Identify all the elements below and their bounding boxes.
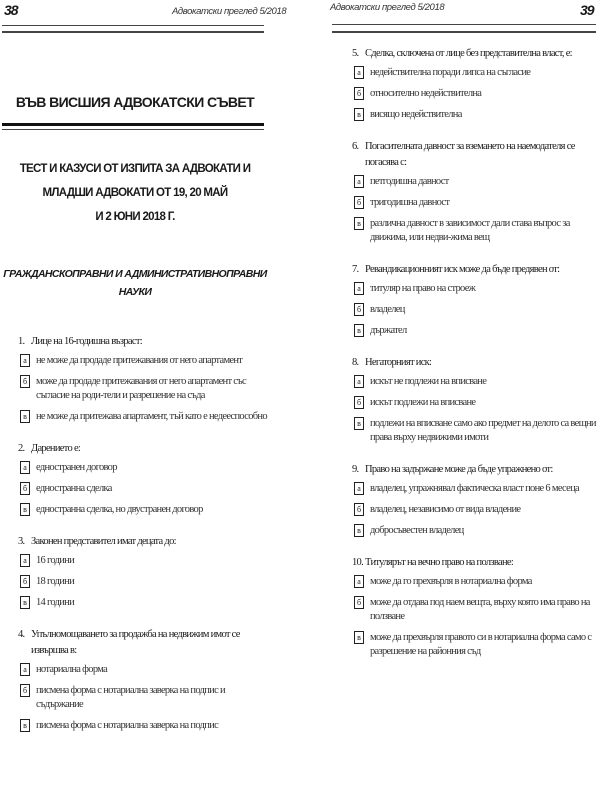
option-text: писмена форма с нотариална заверка на подпис — [36, 720, 219, 731]
page-number: 39 — [580, 2, 594, 18]
option-text: едностранен договор — [36, 462, 117, 473]
option-letter-box: а — [354, 66, 364, 79]
option-letter-box: в — [20, 719, 30, 732]
question-label: Погасителната давност за вземането на наемодателя се погасява с: — [365, 141, 575, 168]
option-letter-box: в — [354, 417, 364, 430]
answer-option — [354, 575, 596, 589]
question-text — [352, 139, 596, 171]
option-letter-box: в — [354, 108, 364, 121]
option-text: подлежи на вписване само ако предмет на делото са вещни права върху недвижими имоти — [370, 418, 596, 443]
title-rule — [2, 123, 264, 126]
option-letter-box: а — [20, 461, 30, 474]
header-rule — [2, 31, 264, 33]
right-page — [318, 0, 598, 800]
question-text — [352, 262, 596, 278]
question-text — [352, 555, 596, 571]
running-title: Адвокатски преглед 5/2018 — [172, 6, 287, 17]
question-text — [18, 534, 268, 550]
answer-option — [354, 482, 596, 496]
option-text: добросъвестен владелец — [370, 525, 464, 536]
question-text — [18, 627, 268, 659]
option-text: искът не подлежи на вписване — [370, 376, 487, 387]
question-label: Ревандикационният иск може да бъде предявен от: — [365, 264, 560, 275]
question-2 — [18, 441, 268, 517]
option-letter-box: б — [354, 596, 364, 609]
answer-option — [354, 396, 596, 410]
question-number: 1. — [18, 336, 25, 347]
question-10 — [352, 555, 596, 659]
question-label: Лице на 16-годишна възраст: — [31, 336, 142, 347]
option-letter-box: б — [20, 375, 30, 388]
option-letter-box: а — [354, 482, 364, 495]
option-letter-box: а — [354, 282, 364, 295]
option-letter-box: в — [354, 524, 364, 537]
question-1 — [18, 334, 268, 424]
answer-option — [354, 196, 596, 210]
option-letter-box: а — [20, 554, 30, 567]
option-text: относително недействителна — [370, 88, 482, 99]
header-rule — [2, 25, 264, 26]
answer-option — [354, 217, 596, 245]
option-letter-box: в — [20, 410, 30, 423]
answer-option — [354, 282, 596, 296]
answer-option — [20, 410, 268, 424]
option-text: може да го прехвърля в нотариална форма — [370, 576, 532, 587]
answer-option — [20, 375, 268, 403]
question-label: Негаторният иск: — [365, 357, 432, 368]
question-label: Титулярът на вечно право на ползване: — [365, 557, 514, 568]
option-text: титуляр на право на строеж — [370, 283, 476, 294]
option-letter-box: а — [20, 663, 30, 676]
option-letter-box: б — [354, 396, 364, 409]
answer-option — [354, 303, 596, 317]
answer-option — [354, 175, 596, 189]
header-rule — [332, 31, 596, 33]
answer-option — [354, 631, 596, 659]
answer-option — [20, 503, 268, 517]
answer-option — [20, 482, 268, 496]
left-page — [0, 0, 287, 800]
question-text — [352, 355, 596, 371]
option-letter-box: в — [354, 324, 364, 337]
answer-option — [20, 663, 268, 677]
option-text: висящо недействителна — [370, 109, 462, 120]
option-text: владелец — [370, 304, 405, 315]
answer-option — [20, 461, 268, 475]
question-number: 3. — [18, 536, 25, 547]
option-text: различна давност в зависимост дали става въпрос за движима, или недви-жима вещ — [370, 218, 570, 243]
question-label: Законен представител имат децата до: — [31, 536, 176, 547]
option-text: едностранна сделка, но двустранен договор — [36, 504, 203, 515]
option-letter-box: б — [20, 482, 30, 495]
option-letter-box: в — [20, 503, 30, 516]
question-8 — [352, 355, 596, 445]
option-text: тригодишна давност — [370, 197, 450, 208]
answer-option — [354, 108, 596, 122]
option-text: владелец, упражнявал фактическа власт поне 6 месеца — [370, 483, 579, 494]
option-text: държател — [370, 325, 407, 336]
option-letter-box: б — [354, 196, 364, 209]
question-number: 10. — [352, 557, 364, 568]
option-letter-box: в — [354, 631, 364, 644]
question-3 — [18, 534, 268, 610]
option-letter-box: в — [20, 596, 30, 609]
header-rule — [332, 24, 596, 25]
question-4 — [18, 627, 268, 733]
subtitle: ТЕСТ И КАЗУСИ ОТ ИЗПИТА ЗА АДВОКАТИ И МЛАДШИ АДВОКАТИ ОТ 19, 20 МАЙ И 2 ЮНИ 2018 Г. — [19, 163, 251, 223]
answer-option — [20, 684, 268, 712]
answer-option — [354, 66, 596, 80]
page-title: ВЪВ ВИСШИЯ АДВОКАТСКИ СЪВЕТ — [15, 94, 255, 110]
question-label: Сделка, сключена от лице без представителна власт, е: — [365, 48, 572, 59]
option-text: владелец, независимо от вида владение — [370, 504, 521, 515]
option-text: едностранна сделка — [36, 483, 112, 494]
answer-option — [20, 554, 268, 568]
option-text: искът подлежи на вписване — [370, 397, 476, 408]
question-5 — [352, 46, 596, 122]
running-title: Адвокатски преглед 5/2018 — [330, 2, 445, 13]
option-text: не може да притежава апартамент, тъй като е недееспособно — [36, 411, 267, 422]
option-text: 16 години — [36, 555, 75, 566]
question-9 — [352, 462, 596, 538]
question-number: 8. — [352, 357, 359, 368]
option-text: 14 години — [36, 597, 75, 608]
answer-option — [354, 524, 596, 538]
answer-option — [354, 375, 596, 389]
option-text: може да отдава под наем вещта, върху която има право на ползване — [370, 597, 590, 622]
option-letter-box: а — [20, 354, 30, 367]
answer-option — [20, 575, 268, 589]
question-label: Право на задържане може да бъде упражнено от: — [365, 464, 553, 475]
question-text — [352, 46, 596, 62]
left-question-list — [18, 334, 268, 750]
question-number: 2. — [18, 443, 25, 454]
option-text: не може да продаде притежавания от него апартамент — [36, 355, 243, 366]
option-text: петгодишна давност — [370, 176, 449, 187]
option-text: нотариална форма — [36, 664, 108, 675]
question-number: 6. — [352, 141, 359, 152]
question-label: Упълномощаването за продажба на недвижим имот се извършва в: — [31, 629, 240, 656]
option-letter-box: б — [354, 303, 364, 316]
question-7 — [352, 262, 596, 338]
answer-option — [354, 417, 596, 445]
option-letter-box: б — [20, 684, 30, 697]
option-text: може да продаде притежавания от него апартамент със съгласие на роди-тели и разрешение на съда — [36, 376, 246, 401]
question-6 — [352, 139, 596, 245]
option-letter-box: а — [354, 575, 364, 588]
option-text: писмена форма с нотариална заверка на подпис и съдържание — [36, 685, 225, 710]
page-number: 38 — [4, 2, 18, 18]
answer-option — [354, 324, 596, 338]
option-text: може да прехвърля правото си в нотариална форма само с разрешение на районния съд — [370, 632, 592, 657]
answer-option — [354, 87, 596, 101]
answer-option — [354, 503, 596, 517]
right-question-list — [352, 46, 596, 676]
question-text — [352, 462, 596, 478]
answer-option — [20, 354, 268, 368]
question-number: 7. — [352, 264, 359, 275]
question-number: 9. — [352, 464, 359, 475]
option-letter-box: а — [354, 375, 364, 388]
title-rule — [2, 129, 264, 130]
section-heading: ГРАЖДАНСКОПРАВНИ И АДМИНИСТРАТИВНОПРАВНИ НАУКИ — [3, 268, 267, 298]
question-label: Дарението е: — [31, 443, 81, 454]
question-number: 4. — [18, 629, 25, 640]
option-text: 18 години — [36, 576, 75, 587]
option-text: недействителна поради липса на съгласие — [370, 67, 531, 78]
option-letter-box: а — [354, 175, 364, 188]
option-letter-box: в — [354, 217, 364, 230]
option-letter-box: б — [354, 87, 364, 100]
answer-option — [20, 596, 268, 610]
question-text — [18, 334, 268, 350]
question-number: 5. — [352, 48, 359, 59]
answer-option — [20, 719, 268, 733]
answer-option — [354, 596, 596, 624]
option-letter-box: б — [354, 503, 364, 516]
option-letter-box: б — [20, 575, 30, 588]
question-text — [18, 441, 268, 457]
